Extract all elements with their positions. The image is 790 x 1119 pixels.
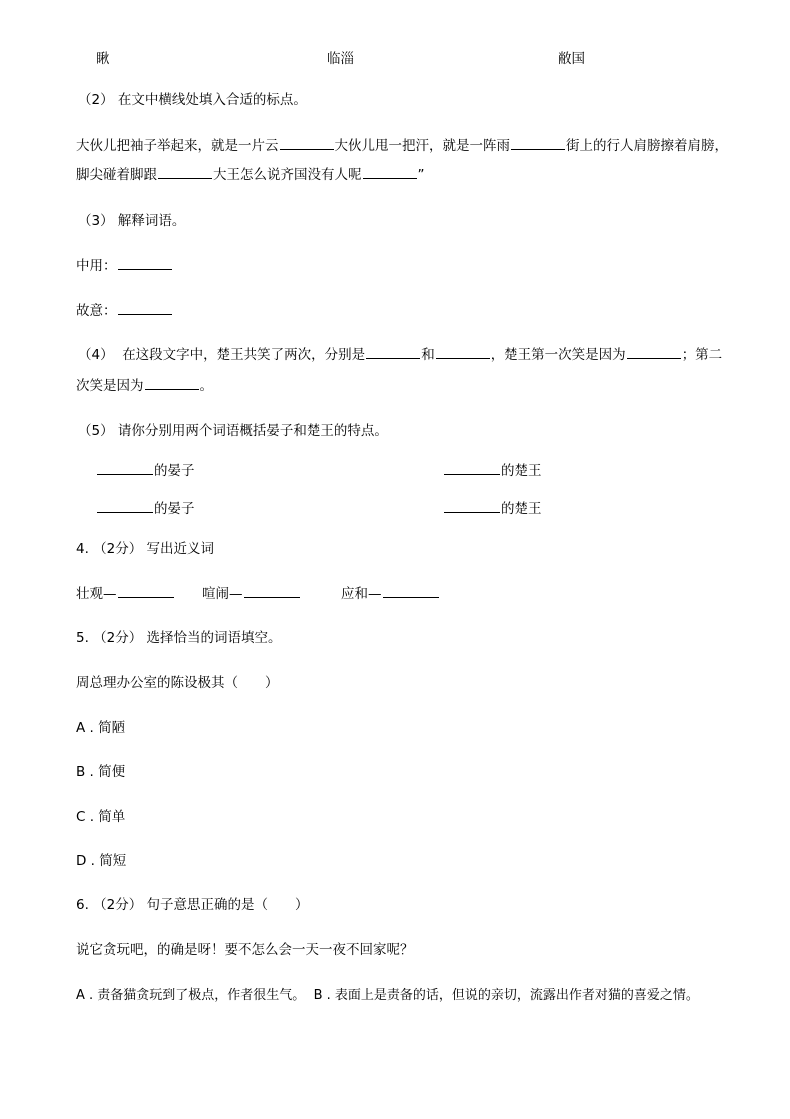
subq-2-label: （2） [78,92,114,108]
subq-5-label: （5） [78,423,114,439]
subq-4-text: 。 [199,378,213,394]
q6-option-b[interactable]: B . 表面上是责备的话，但说的亲切，流露出作者对猫的喜爱之情。 [313,988,699,1003]
fill-blank[interactable] [118,313,172,315]
term-guyi [76,305,173,319]
q4-word: 应和— [341,586,382,602]
chuwang-trait-1 [443,465,542,479]
subq-3-prompt: 解释词语。 [117,213,186,229]
word-3: 敝国 [558,51,585,67]
q5-option-a[interactable]: A . 简陋 [76,720,126,736]
subq-2-passage-line-2 [76,169,425,183]
q4-item-1 [76,588,175,602]
fill-blank[interactable] [444,473,500,475]
passage-text: ” [417,167,425,183]
q4-word: 壮观— [76,586,117,602]
subq-4-text: 次笑是因为 [76,378,144,394]
subq-2-heading [78,94,307,108]
word-2: 临淄 [327,51,354,67]
yanzi-label: 的晏子 [154,501,195,517]
subq-4-label: （4） [78,347,114,363]
passage-text: 脚尖碰着脚跟 [76,167,157,183]
subq-5-prompt: 请你分别用两个词语概括晏子和楚王的特点。 [117,423,388,439]
q6-options-row [76,989,699,1002]
q4-item-3 [341,588,440,602]
fill-blank[interactable] [280,148,334,150]
q5-option-c[interactable]: C . 简单 [76,809,126,825]
subq-4-text: 在这段文字中，楚王共笑了两次，分别是 [122,347,366,363]
subq-4-line-2 [76,380,213,394]
passage-text: 大王怎么说齐国没有人呢 [213,167,362,183]
passage-text: 大伙儿甩一把汗，就是一阵雨 [334,138,510,154]
q6-title: 6. （2分） 句子意思正确的是（ ） [76,897,309,913]
subq-3-label: （3） [78,213,114,229]
yanzi-label: 的晏子 [154,463,195,479]
chuwang-label: 的楚王 [501,501,542,517]
subq-4-text: 和 [421,347,435,363]
fill-blank[interactable] [118,268,172,270]
subq-2-prompt: 在文中横线处填入合适的标点。 [117,92,307,108]
fill-blank[interactable] [436,357,490,359]
fill-blank[interactable] [627,357,681,359]
term-label: 中用： [76,258,117,274]
q5-title: 5. （2分） 选择恰当的词语填空。 [76,630,282,646]
subq-3-heading [78,215,185,229]
fill-blank[interactable] [145,388,199,390]
term-label: 故意： [76,303,117,319]
chuwang-trait-2 [443,503,542,517]
q6-stem: 说它贪玩吧，的确是呀！要不怎么会一天一夜不回家呢？ [76,942,414,958]
q5-option-b[interactable]: B . 简便 [76,764,126,780]
fill-blank[interactable] [366,357,420,359]
q5-stem: 周总理办公室的陈设极其（ ） [76,675,279,691]
chuwang-label: 的楚王 [501,463,542,479]
q5-option-d[interactable]: D . 简短 [76,853,127,869]
fill-blank[interactable] [244,596,300,598]
passage-text: 街上的行人肩膀擦着肩膀， [566,138,728,154]
passage-text: 大伙儿把袖子举起来，就是一片云 [76,138,279,154]
subq-2-passage-line-1 [76,140,728,154]
yanzi-trait-2 [96,503,195,517]
fill-blank[interactable] [118,596,174,598]
subq-4-text: ；第二 [681,347,723,363]
term-zhongyong [76,260,173,274]
fill-blank[interactable] [158,177,212,179]
fill-blank[interactable] [97,473,153,475]
fill-blank[interactable] [383,596,439,598]
yanzi-trait-1 [96,465,195,479]
q4-item-2 [202,588,301,602]
subq-5-heading [78,425,388,439]
q4-word: 喧闹— [202,586,243,602]
subq-4-line-1 [78,349,722,363]
word-1: 瞅 [96,51,110,67]
fill-blank[interactable] [97,511,153,513]
subq-4-text: ，楚王第一次笑是因为 [490,347,626,363]
q4-title: 4. （2分） 写出近义词 [76,541,215,557]
fill-blank[interactable] [444,511,500,513]
fill-blank[interactable] [511,148,565,150]
fill-blank[interactable] [363,177,417,179]
q6-option-a[interactable]: A . 责备猫贪玩到了极点，作者很生气。 [76,988,306,1003]
